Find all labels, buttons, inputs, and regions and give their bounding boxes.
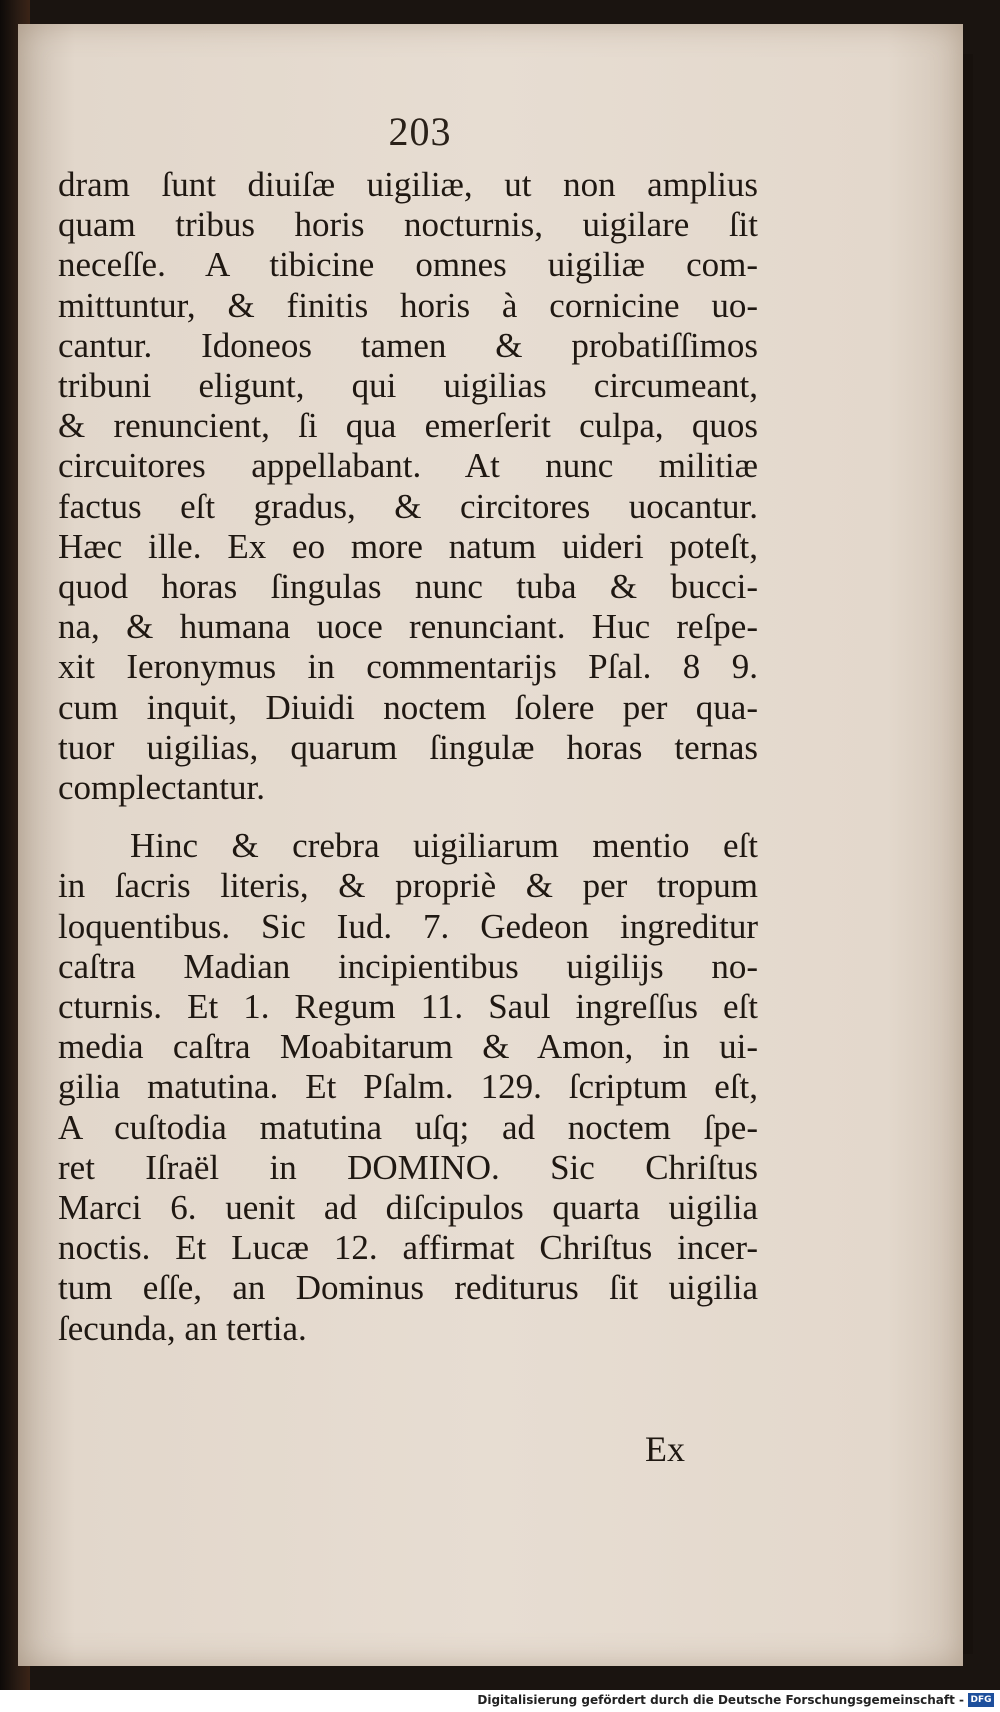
- catchword: Ex: [645, 1429, 685, 1469]
- text-line: Marci 6. uenit ad diſcipulos quarta uigilia: [58, 1188, 758, 1228]
- paragraph-1: [58, 165, 758, 808]
- text-line: tum eſſe, an Dominus rediturus ſit uigilia: [58, 1268, 758, 1308]
- text-line: quam tribus horis nocturnis, uigilare ſit: [58, 205, 758, 245]
- text-line: noctis. Et Lucæ 12. affirmat Chriſtus incer-: [58, 1228, 758, 1268]
- paragraph-2: [58, 826, 758, 1349]
- text-line: ſecunda, an tertia.: [58, 1308, 307, 1348]
- text-line: na, & humana uoce renunciant. Huc reſpe-: [58, 607, 758, 647]
- text-line: cantur. Idoneos tamen & probatiſſimos: [58, 325, 758, 365]
- text-line: & renuncient, ſi qua emerſerit culpa, quos: [58, 406, 758, 446]
- text-line: gilia matutina. Et Pſalm. 129. ſcriptum eſt,: [58, 1067, 758, 1107]
- text-line: complectantur.: [58, 768, 266, 808]
- page-edge: [963, 54, 973, 1654]
- text-line: cturnis. Et 1. Regum 11. Saul ingreſſus eſt: [58, 987, 758, 1027]
- funding-credit: Digitalisierung gefördert durch die Deutsche Forschungsgemeinschaft -: [477, 1693, 964, 1707]
- dfg-logo: DFG: [968, 1693, 994, 1707]
- text-line: in ſacris literis, & propriè & per tropum: [58, 866, 758, 906]
- text-line: media caſtra Moabitarum & Amon, in ui-: [58, 1027, 758, 1067]
- text-line: neceſſe. A tibicine omnes uigiliæ com-: [58, 245, 758, 285]
- text-line: xit Ieronymus in commentarijs Pſal. 8 9.: [58, 647, 758, 687]
- page-number: 203: [388, 109, 452, 154]
- text-line: cum inquit, Diuidi noctem ſolere per qua-: [58, 687, 758, 727]
- text-line: tuor uigilias, quarum ſingulæ horas ternas: [58, 727, 758, 767]
- digitization-footer: [0, 1690, 1000, 1712]
- text-line: tribuni eligunt, qui uigilias circumeant,: [58, 366, 758, 406]
- text-line: caſtra Madian incipientibus uigilijs no-: [58, 946, 758, 986]
- text-line: factus eſt gradus, & circitores uocantur.: [58, 486, 758, 526]
- body-text: [58, 165, 758, 1349]
- text-line: dram ſunt diuiſæ uigiliæ, ut non amplius: [58, 165, 758, 204]
- text-line: Hinc & crebra uigiliarum mentio eſt: [130, 826, 758, 866]
- text-line: A cuſtodia matutina uſq; ad noctem ſpe-: [58, 1107, 758, 1147]
- text-line: loquentibus. Sic Iud. 7. Gedeon ingreditur: [58, 906, 758, 946]
- text-line: mittuntur, & finitis horis à cornicine uo-: [58, 285, 758, 325]
- text-line: ret Iſraël in DOMINO. Sic Chriſtus: [58, 1147, 758, 1187]
- text-line: quod horas ſingulas nunc tuba & bucci-: [58, 567, 758, 607]
- text-line: circuitores appellabant. At nunc militiæ: [58, 446, 758, 486]
- text-line: Hæc ille. Ex eo more natum uideri poteſt,: [58, 526, 758, 566]
